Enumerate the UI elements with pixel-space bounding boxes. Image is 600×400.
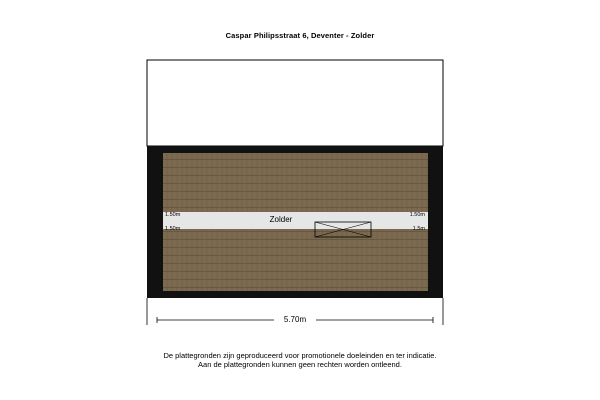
roof-top xyxy=(163,153,428,212)
roof-bottom xyxy=(163,229,428,291)
height-label-bottom-right: 1.5m xyxy=(412,226,425,232)
height-label-top-left: 1.50m xyxy=(165,212,181,218)
height-label-bottom-left: 1.50m xyxy=(165,226,181,232)
disclaimer-line-2: Aan de plattegronden kunnen geen rechten worden ontleend. xyxy=(198,360,402,369)
dimension-label: 5.70m xyxy=(283,315,307,324)
room-label: Zolder xyxy=(269,215,293,224)
height-label-top-right: 1.50m xyxy=(409,212,425,218)
floor-strip xyxy=(163,212,428,229)
page-title: Caspar Philipsstraat 6, Deventer - Zolder xyxy=(225,31,375,40)
upper-outline xyxy=(147,60,443,146)
disclaimer-line-1: De plattegronden zijn geproduceerd voor promotionele doeleinden en ter indicatie. xyxy=(163,351,437,360)
